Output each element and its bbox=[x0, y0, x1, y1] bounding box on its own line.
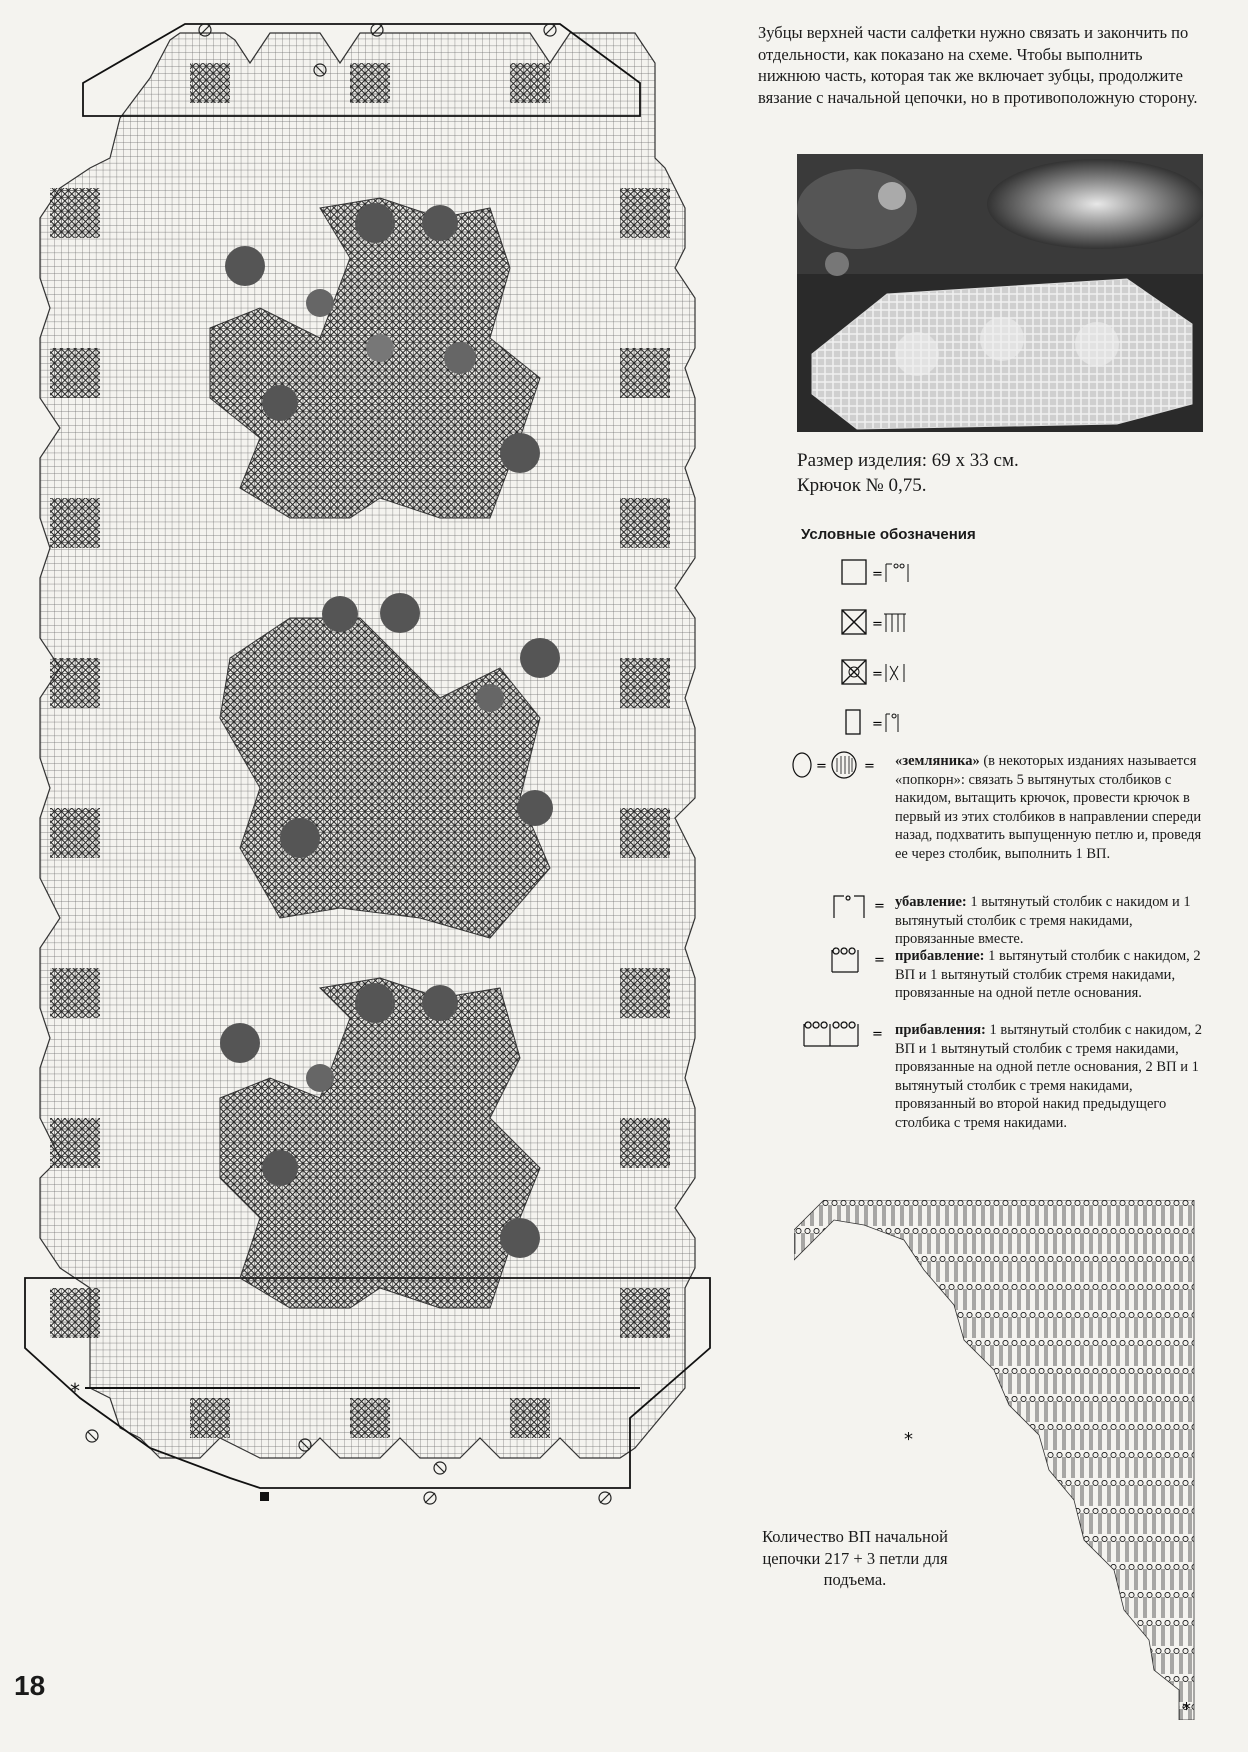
svg-text:=: = bbox=[872, 717, 883, 732]
increases-icon bbox=[800, 1016, 890, 1050]
svg-text:=: = bbox=[872, 567, 883, 582]
doily-photo bbox=[797, 154, 1203, 432]
filet-chart bbox=[20, 18, 790, 1668]
svg-text:=: = bbox=[864, 759, 875, 774]
intro-paragraph: Зубцы верхней части салфетки нужно связать и закончить по отдельности, как показано на схеме. Чтобы выполнить нижнюю часть, которая так же включает зубцы, продолжите вязание с начальной цепочки, но в противоположную сторону. bbox=[758, 23, 1198, 107]
start-square-marker bbox=[260, 1492, 269, 1501]
legend-popcorn-text: «земляника» (в некоторых изданиях называется «попкорн»: связать 5 вытянутых столбиков с накидом, вытащить крючок, провести крючок в первый из этих столбиков в направлении спереди назад, подхватить выпущенную петлю и, проведя ее через столбик, выполнить 1 ВП. bbox=[895, 753, 1202, 862]
start-asterisk-icon: * bbox=[70, 1379, 80, 1403]
svg-text:=: = bbox=[872, 617, 883, 632]
svg-text:=: = bbox=[874, 953, 885, 968]
svg-text:*: * bbox=[1182, 1699, 1191, 1720]
svg-text:=: = bbox=[872, 667, 883, 682]
svg-text:=: = bbox=[872, 1027, 883, 1042]
increase-icon bbox=[826, 942, 892, 976]
hook-line: Крючок № 0,75. bbox=[797, 475, 927, 496]
popcorn-icon bbox=[792, 748, 882, 782]
size-info bbox=[797, 448, 1019, 498]
legend-increase-text: прибавление: 1 вытянутый столбик с накидом, 2 ВП и 1 вытянутый столбик стремя накидами, провязанные на одной петле основания. bbox=[895, 948, 1201, 1001]
size-line: Размер изделия: 69 х 33 см. bbox=[797, 450, 1019, 471]
page-number: 18 bbox=[14, 1670, 46, 1701]
legend-symbols bbox=[840, 556, 930, 776]
open-mesh-icon bbox=[842, 560, 908, 584]
half-mesh-icon bbox=[846, 710, 898, 734]
filled-mesh-icon bbox=[842, 610, 906, 634]
svg-text:=: = bbox=[874, 899, 885, 914]
legend-title: Условные обозначения bbox=[801, 526, 976, 543]
svg-text:=: = bbox=[816, 759, 827, 774]
start-asterisk-icon: * bbox=[904, 1429, 913, 1450]
legend-increases-text: прибавления: 1 вытянутый столбик с накидом, 2 ВП и 1 вытянутый столбик с тремя накидами, провязанные на одной петле основания, 2 ВП и 1 вытянутый столбик с тремя накидами, провязанный во второй накид предыдущего столбика с тремя накидами. bbox=[895, 1022, 1203, 1131]
chain-note: Количество ВП начальной цепочки 217 + 3 петли для подъема. bbox=[762, 1527, 948, 1589]
edge-stitch-chart bbox=[794, 1200, 1204, 1720]
lacet-icon bbox=[842, 660, 904, 684]
legend-decrease-text: убавление: 1 вытянутый столбик с накидом и 1 вытянутый столбик с тремя накидами, провязанные вместе. bbox=[895, 894, 1191, 947]
decrease-icon bbox=[830, 888, 890, 922]
